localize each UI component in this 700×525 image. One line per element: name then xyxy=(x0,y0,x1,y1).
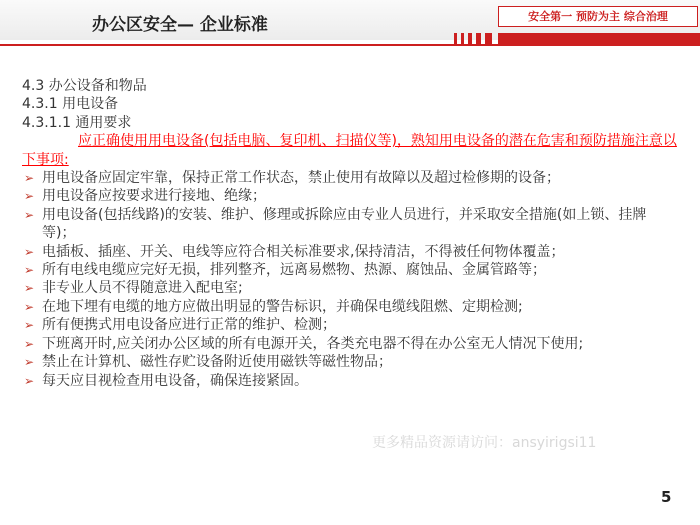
list-item xyxy=(22,353,677,371)
list-item-text: 用电设备(包括线路)的安装、维护、修理或拆除应由专业人员进行，并采取安全措施(如上锁、挂牌等)； xyxy=(42,206,647,242)
list-item-text: 所有便携式用电设备应进行正常的维护、检测； xyxy=(42,317,336,334)
list-item-text: 每天应目视检查用电设备，确保连接紧固。 xyxy=(42,372,308,389)
arrow-right-icon: ➢ xyxy=(24,318,35,333)
watermark: 更多精品资源请访问：ansyirigsi11 xyxy=(372,435,597,451)
list-item xyxy=(22,279,677,297)
arrow-right-icon: ➢ xyxy=(24,263,35,278)
stripe-solid xyxy=(498,33,700,44)
list-item xyxy=(22,316,677,334)
highlight-statement: 应正确使用用电设备(包括电脑、复印机、扫描仪等)，熟知用电设备的潜在危害和预防措施注意以下事项: xyxy=(22,133,677,168)
arrow-right-icon: ➢ xyxy=(24,189,35,204)
safety-slogan-box: 安全第一 预防为主 综合治理 xyxy=(498,6,698,27)
stripe-segment xyxy=(468,33,472,44)
list-item-text: 用电设备应固定牢靠，保持正常工作状态，禁止使用有故障以及超过检修期的设备； xyxy=(42,170,560,187)
list-item-text: 所有电线电缆应完好无损，排列整齐，远离易燃物、热源、腐蚀品、金属管路等； xyxy=(42,262,546,279)
arrow-right-icon: ➢ xyxy=(24,171,35,186)
decorative-stripe-bar xyxy=(454,33,700,44)
stripe-segment xyxy=(461,33,464,44)
list-item-text: 电插板、插座、开关、电线等应符合相关标准要求,保持清洁，不得被任何物体覆盖； xyxy=(42,243,565,260)
arrow-right-icon: ➢ xyxy=(24,207,35,222)
stripe-segment xyxy=(485,33,492,44)
list-item-text: 在地下埋有电缆的地方应做出明显的警告标识，并确保电缆线阻燃、定期检测; xyxy=(42,298,523,315)
list-item-text: 用电设备应按要求进行接地、绝缘； xyxy=(42,188,266,205)
stripe-segment xyxy=(476,33,481,44)
list-item xyxy=(22,261,677,279)
content-body xyxy=(22,77,677,390)
arrow-right-icon: ➢ xyxy=(24,336,35,351)
sub-subsection-heading: 4.3.1.1 通用要求 xyxy=(22,114,132,131)
stripe-segment xyxy=(454,33,457,44)
header-divider xyxy=(0,44,700,46)
arrow-right-icon: ➢ xyxy=(24,281,35,296)
list-item xyxy=(22,298,677,316)
list-item xyxy=(22,243,677,261)
list-item xyxy=(22,372,677,390)
list-item-text: 非专业人员不得随意进入配电室; xyxy=(42,280,243,297)
page-number: 5 xyxy=(661,488,672,506)
list-item xyxy=(22,169,677,187)
list-item xyxy=(22,335,677,353)
list-item xyxy=(22,187,677,205)
arrow-right-icon: ➢ xyxy=(24,299,35,314)
list-item xyxy=(22,206,677,243)
subsection-heading: 4.3.1 用电设备 xyxy=(22,96,119,113)
section-heading: 4.3 办公设备和物品 xyxy=(22,78,147,94)
page-title: 办公区安全— 企业标准 xyxy=(92,15,268,35)
list-item-text: 下班离开时,应关闭办公区域的所有电源开关，各类充电器不得在办公室无人情况下使用; xyxy=(42,335,584,352)
arrow-right-icon: ➢ xyxy=(24,244,35,259)
arrow-right-icon: ➢ xyxy=(24,355,35,370)
arrow-right-icon: ➢ xyxy=(24,373,35,388)
list-item-text: 禁止在计算机、磁性存贮设备附近使用磁铁等磁性物品； xyxy=(42,354,392,371)
bullet-list xyxy=(22,169,677,390)
